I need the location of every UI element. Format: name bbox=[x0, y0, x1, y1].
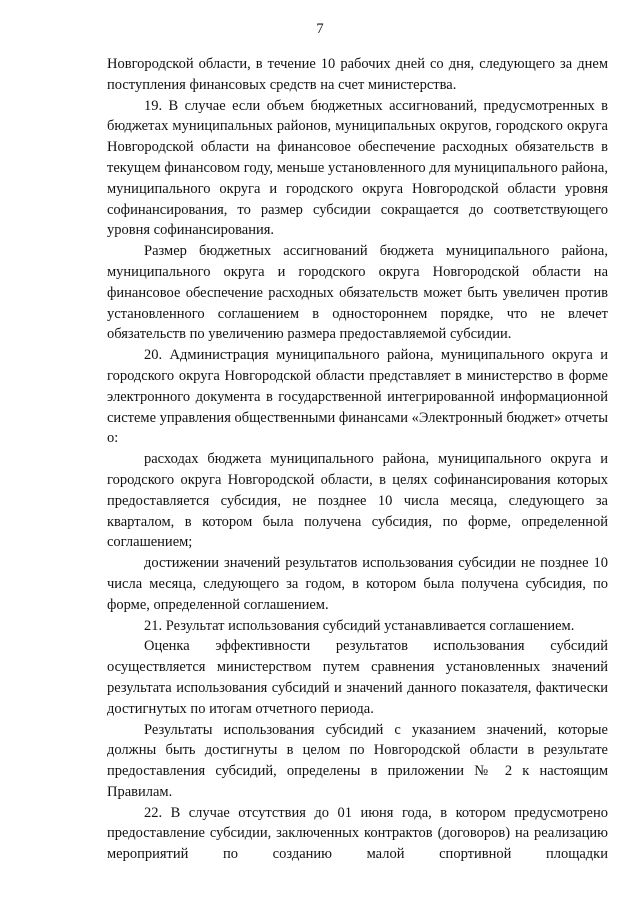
paragraph-continuation: Новгородской области, в течение 10 рабочих дней со дня, следующего за днем поступления финансовых средств на счет министерства. bbox=[107, 56, 608, 93]
paragraph-clause-22: 22. В случае отсутствия до 01 июня года, в котором предусмотрено предоставление субсидии, заключенных контрактов (договоров) на реализацию мероприятий по созданию малой спортивной площадки bbox=[107, 804, 608, 863]
page-number: 7 bbox=[316, 21, 324, 37]
paragraph-clause-19: 19. В случае если объем бюджетных ассигнований, предусмотренных в бюджетах муниципальных районов, муниципальных округов, городского округа Новгородской области на финансовое обеспечение расходных обязательств в текущем финансовом году, меньше установленного для муниципального района, муниципального округа и городского округа Новгородской области уровня софинансирования, то размер субсидии сокращается до соответствующего уровня софинансирования. bbox=[107, 97, 608, 239]
paragraph-efficiency-assessment: Оценка эффективности результатов использования субсидий осуществляется министерством путем сравнения установленных значений результата использования субсидий и значений данного показателя, фактически достигнутых по итогам отчетного периода. bbox=[107, 638, 608, 717]
document-body bbox=[107, 54, 608, 865]
paragraph-results-appendix: Результаты использования субсидий с указанием значений, которые должны быть достигнуты в целом по Новгородской области в результате предоставления субсидий, определены в приложении № 2 к настоящим Правилам. bbox=[107, 721, 608, 800]
paragraph-clause-19-budget-size: Размер бюджетных ассигнований бюджета муниципального района, муниципального округа и городского округа Новгородской области на финансовое обеспечение расходных обязательств может быть увеличен против установленного соглашением в одностороннем порядке, что не влечет обязательств по увеличению размера предоставляемой субсидии. bbox=[107, 243, 608, 343]
paragraph-report-results: достижении значений результатов использования субсидии не позднее 10 числа месяца, следующего за годом, в котором была получена субсидия, по форме, определенной соглашением. bbox=[107, 555, 608, 613]
paragraph-clause-20: 20. Администрация муниципального района, муниципального округа и городского округа Новгородской области представляет в министерство в форме электронного документа в государственной интегрированной информационной системе управления общественными финансами «Электронный бюджет» отчеты о: bbox=[107, 347, 608, 447]
paragraph-clause-21: 21. Результат использования субсидий устанавливается соглашением. bbox=[144, 617, 575, 634]
paragraph-report-expenses: расходах бюджета муниципального района, муниципального округа и городского округа Новгородской области, в целях софинансирования которых предоставляется субсидия, не позднее 10 числа месяца, следующего за кварталом, в котором была получена субсидия, по форме, определенной соглашением; bbox=[107, 451, 608, 551]
